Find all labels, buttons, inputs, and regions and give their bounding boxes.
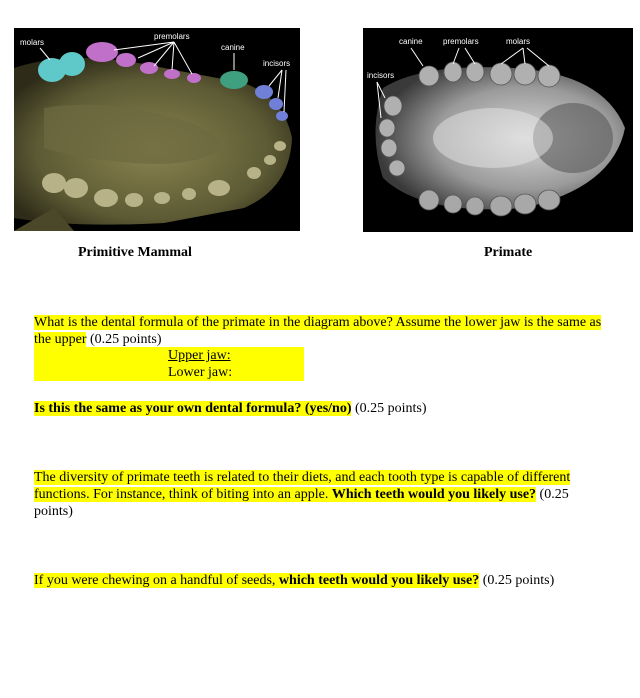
question-text: The diversity of primate teeth is related to their diets, and each tooth type is capable of different functions. For instance, think of biting into an apple.: [34, 470, 571, 502]
upper-jaw-field[interactable]: Upper jaw:: [168, 348, 231, 363]
answer-box[interactable]: [34, 347, 304, 381]
question-apple-teeth: [34, 469, 604, 520]
canine-label: canine: [399, 37, 423, 46]
canine-tooth: [220, 71, 248, 89]
points-label: (0.25 points): [86, 332, 162, 347]
premolars-label: premolars: [154, 32, 190, 41]
canine-label: canine: [221, 43, 245, 52]
question-same-formula: [34, 400, 427, 417]
points-label: (0.25 points): [351, 401, 427, 416]
primate-palate-image: [363, 28, 633, 232]
incisors-label: incisors: [263, 59, 291, 68]
primitive-mammal-skull-image: [14, 28, 300, 231]
question-bold-text: which teeth would you likely use?: [278, 573, 480, 588]
question-text: Is this the same as your own dental formula? (yes/no): [34, 401, 352, 416]
question-seed-teeth: [34, 572, 554, 589]
question-bold-text: Which teeth would you likely use?: [331, 487, 537, 502]
molars-label: molars: [20, 38, 45, 47]
question-text: What is the dental formula of the primate in the diagram above? Assume the lower jaw is the same as the upper: [34, 315, 602, 347]
question-dental-formula: [34, 314, 604, 348]
incisors-label: incisors: [367, 71, 395, 80]
caption-primate: Primate: [484, 245, 533, 260]
caption-primitive-mammal: Primitive Mammal: [78, 245, 192, 260]
points-label: (0.25 points): [34, 487, 569, 519]
premolars-label: premolars: [443, 37, 479, 46]
lower-jaw-field[interactable]: Lower jaw:: [168, 365, 233, 380]
question-text: If you were chewing on a handful of seeds,: [34, 573, 279, 588]
points-label: (0.25 points): [479, 573, 555, 588]
molars-label: molars: [506, 37, 531, 46]
